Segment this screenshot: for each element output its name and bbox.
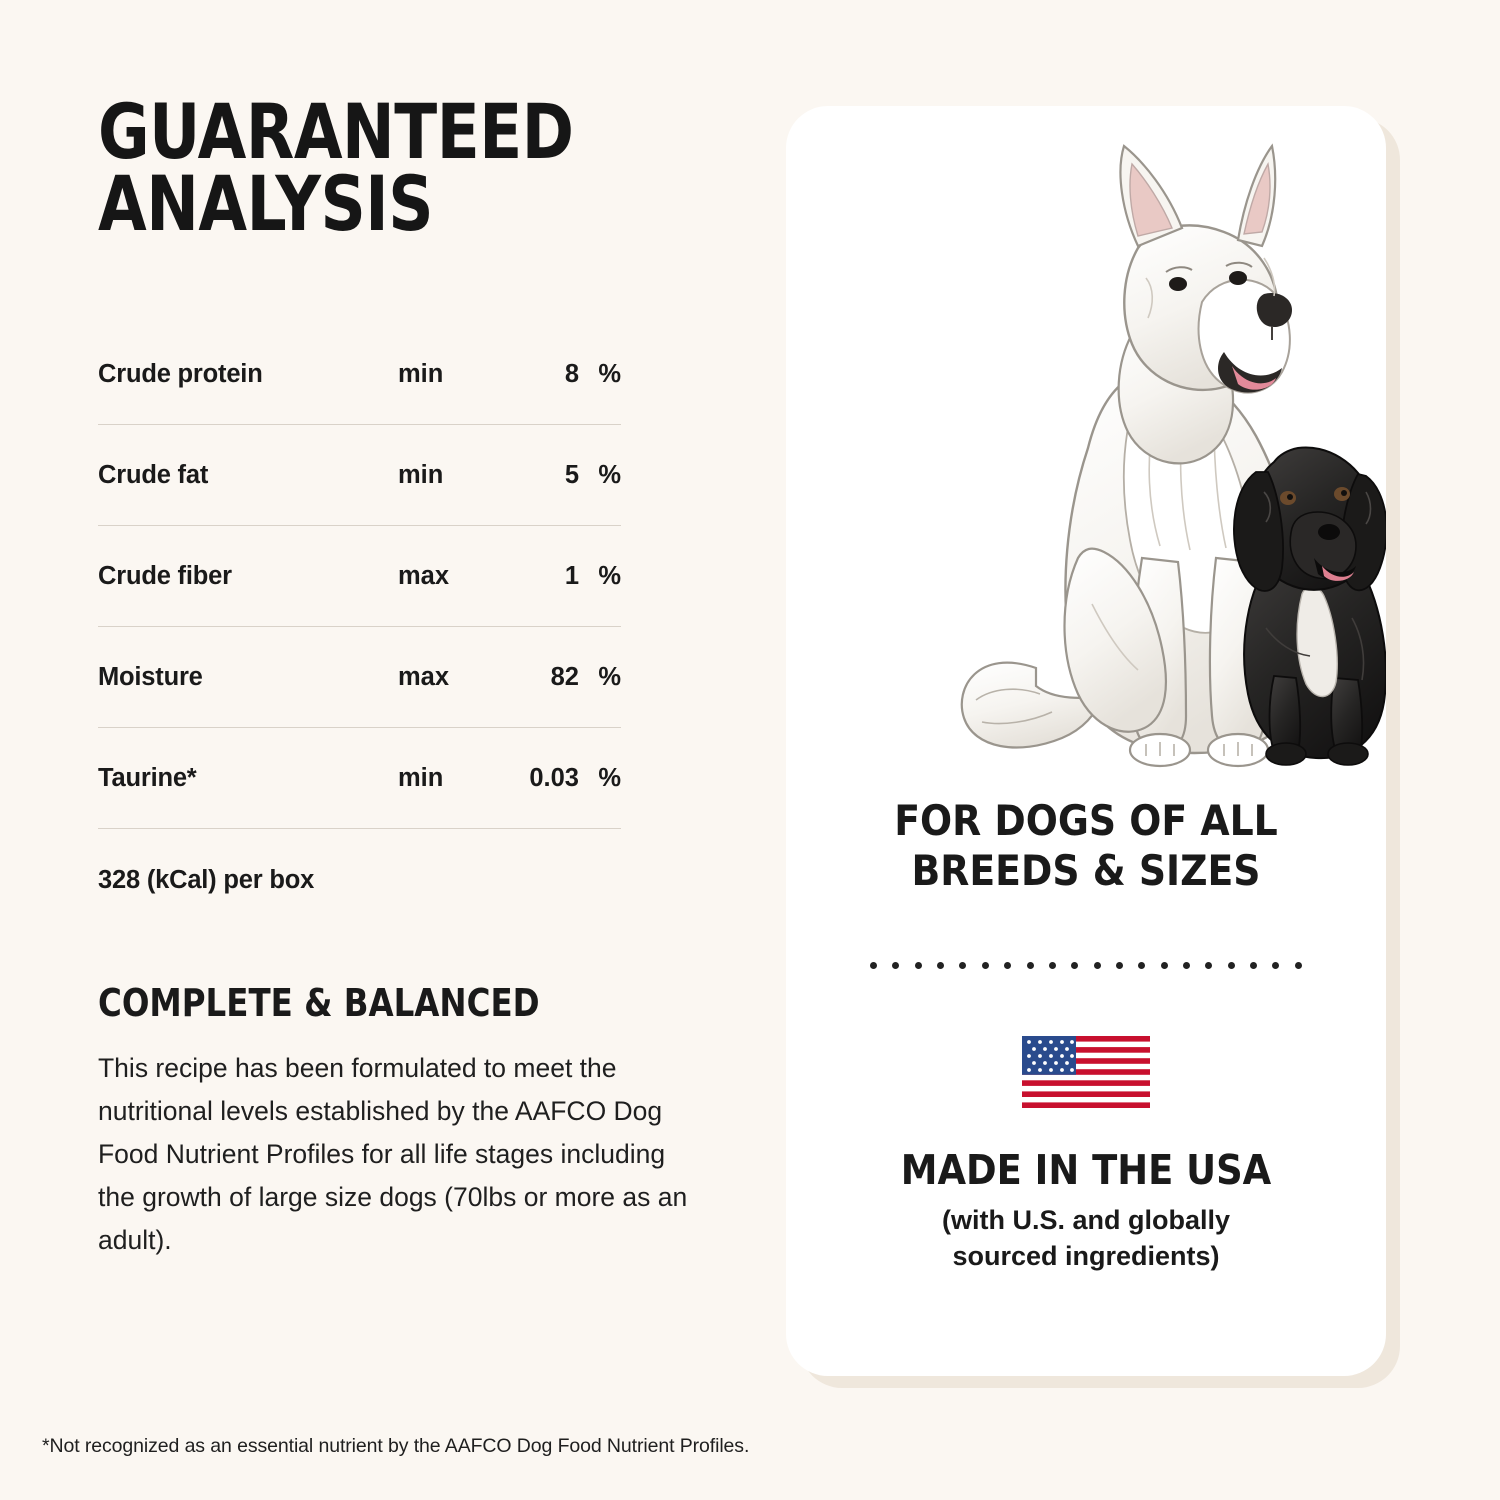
- guaranteed-analysis-section: [98, 87, 698, 1288]
- made-in-usa-subtext-line2: sourced ingredients): [952, 1240, 1220, 1271]
- nutrient-value: 8: [564, 360, 579, 389]
- complete-balanced-body: This recipe has been formulated to meet the nutritional levels established by the AAFCO Dog Food Nutrient Profiles for all life stages including the growth of large size dogs (70lbs or more as an adult).: [98, 1053, 688, 1256]
- nutrient-name: Moisture: [98, 663, 203, 692]
- nutrient-qualifier: max: [398, 562, 450, 591]
- nutrient-value: 1: [564, 562, 579, 591]
- nutrient-qualifier: max: [398, 663, 450, 692]
- nutrient-unit: %: [598, 764, 621, 793]
- nutrient-value: 0.03: [529, 764, 579, 793]
- dotted-divider: [870, 961, 1302, 969]
- card-heading-line1: FOR DOGS OF ALL: [894, 796, 1278, 845]
- table-row: [98, 324, 621, 425]
- nutrient-unit: %: [598, 360, 621, 389]
- nutrient-name: Crude fat: [98, 461, 209, 490]
- table-row: [98, 425, 621, 526]
- nutrient-qualifier: min: [398, 764, 444, 793]
- two-dogs-illustration: [786, 106, 1386, 768]
- nutrient-unit: %: [598, 663, 621, 692]
- nutrient-name: Crude protein: [98, 360, 263, 389]
- table-row: [98, 526, 621, 627]
- usa-flag-icon: [1022, 1036, 1150, 1108]
- nutrient-value: 82: [550, 663, 579, 692]
- card-heading-line2: BREEDS & SIZES: [911, 845, 1261, 895]
- page-title: GUARANTEED ANALYSIS: [98, 87, 574, 249]
- table-row: [98, 728, 621, 829]
- card-heading: [786, 796, 1386, 895]
- made-in-usa-subtext: [786, 1203, 1386, 1274]
- nutrient-value: 5: [564, 461, 579, 490]
- made-in-usa-subtext-line1: (with U.S. and globally: [941, 1205, 1230, 1235]
- guaranteed-analysis-table: [98, 324, 621, 829]
- nutrient-qualifier: min: [398, 461, 444, 490]
- made-in-usa-heading: MADE IN THE USA: [900, 1146, 1272, 1194]
- nutrient-unit: %: [598, 562, 621, 591]
- nutrient-name: Crude fiber: [98, 562, 232, 591]
- table-row: [98, 627, 621, 728]
- calorie-content: 328 (kCal) per box: [98, 866, 315, 895]
- nutrient-unit: %: [598, 461, 621, 490]
- nutrient-qualifier: min: [398, 360, 444, 389]
- info-card: [786, 106, 1386, 1376]
- nutrient-name: Taurine*: [98, 764, 197, 793]
- footnote: *Not recognized as an essential nutrient by the AAFCO Dog Food Nutrient Profiles.: [42, 1435, 750, 1457]
- complete-balanced-heading: COMPLETE & BALANCED: [98, 981, 540, 1026]
